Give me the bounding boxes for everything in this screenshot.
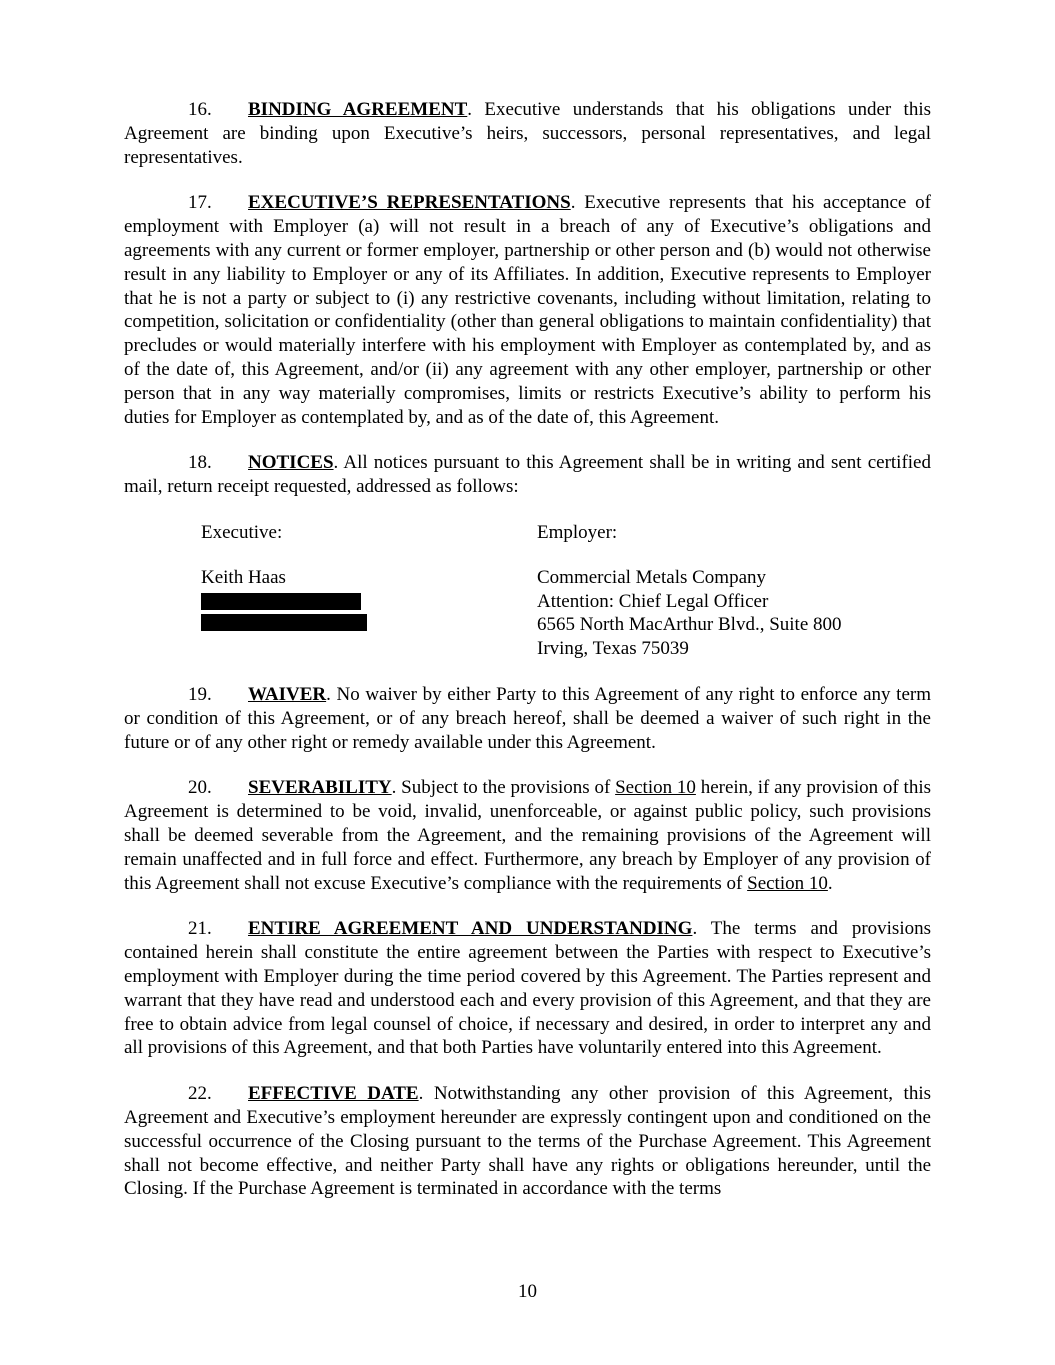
section-heading: WAIVER: [248, 683, 327, 705]
section-21: [124, 917, 931, 1060]
section-number: 18.: [188, 452, 212, 474]
section-text: herein, if any provision of this Agreement is determined to be void, invalid, unenforceable, or against public policy, such provisions shall be deemed severable from the Agreement, and the remaining provisions of the Agreement will remain unaffected and in full force and effect. Furthermore, any breach by Employer of any provision of this Agreement shall not excuse Executive’s compliance with the requirements of: [124, 777, 931, 894]
section-heading: SEVERABILITY: [248, 777, 392, 799]
section-number: 17.: [188, 192, 212, 214]
executive-label: Executive:: [201, 521, 283, 543]
section-text: . No waiver by either Party to this Agreement of any right to enforce any term or condition of this Agreement, or of any breach hereof, shall be deemed a waiver of such right in the future or of any other right or remedy available under this Agreement.: [124, 683, 931, 753]
section-text: . The terms and provisions contained herein shall constitute the entire agreement between the Parties with respect to Executive’s employment with Employer during the time period covered by this Agreement. The Parties represent and warrant that they have read and understood each and every provision of this Agreement, and that they are free to obtain advice from legal counsel of choice, if necessary and desired, in order to interpret any and all provisions of this Agreement, and that both Parties have voluntarily entered into this Agreement.: [124, 918, 931, 1059]
employer-attention: Attention: Chief Legal Officer: [537, 590, 769, 612]
section-text: .: [827, 872, 833, 894]
employer-street: 6565 North MacArthur Blvd., Suite 800: [537, 614, 842, 636]
document-page: [124, 98, 931, 1223]
section-reference: Section 10: [747, 872, 828, 894]
section-heading: NOTICES: [248, 452, 334, 474]
section-heading: ENTIRE AGREEMENT AND UNDERSTANDING: [248, 918, 693, 940]
section-text: . Subject to the provisions of: [391, 777, 616, 799]
section-text: . Executive understands that his obligations under this Agreement are binding upon Executive’s heirs, successors, personal representatives, and legal representatives.: [124, 99, 932, 168]
employer-city: Irving, Texas 75039: [537, 638, 689, 660]
section-16: [124, 98, 931, 169]
section-17: [124, 191, 931, 429]
section-number: 16.: [188, 99, 212, 120]
section-text: . Notwithstanding any other provision of this Agreement, this Agreement and Executive’s employment hereunder are expressly contingent upon and conditioned on the successful occurrence of the Closing pursuant to the terms of the Purchase Agreement. This Agreement shall not become effective, and neither Party shall have any rights or obligations hereunder, until the Closing. If the Purchase Agreement is terminated in accordance with the terms: [124, 1083, 931, 1200]
section-heading: EXECUTIVE’S REPRESENTATIONS: [248, 192, 571, 214]
section-number: 20.: [188, 777, 212, 799]
employer-company: Commercial Metals Company: [537, 566, 767, 588]
section-number: 19.: [188, 683, 212, 705]
section-19: [124, 683, 931, 754]
section-heading: BINDING AGREEMENT: [248, 99, 468, 120]
section-text: . Executive represents that his acceptance of employment with Employer (a) will not result in a breach of any of Executive’s obligations and agreements with any current or former employer, partnership or other person and (b) would not otherwise result in any liability to Employer or any of its Affiliates. In addition, Executive represents to Employer that he is not a party or subject to (i) any restrictive covenants, including without limitation, relating to competition, solicitation or confidentiality (other than general obligations to maintain confidentiality) that precludes or would materially interfere with his employment with Employer as contemplated by, and as of the date of, this Agreement, and/or (ii) any agreement with any other employer, partnership or other person that in any way materially compromises, limits or restricts Executive’s ability to perform his duties for Employer as contemplated by, and as of the date of, this Agreement.: [124, 192, 931, 428]
employer-address: [537, 521, 842, 661]
redaction-bar: [201, 614, 367, 631]
executive-address: [201, 521, 367, 635]
page-number: 10: [518, 1281, 537, 1302]
section-text: . All notices pursuant to this Agreement shall be in writing and sent certified mail, return receipt requested, addressed as follows:: [124, 452, 931, 498]
section-heading: EFFECTIVE DATE: [248, 1083, 419, 1105]
employer-label: Employer:: [537, 521, 618, 543]
section-20: [124, 776, 931, 895]
executive-name: Keith Haas: [201, 566, 286, 588]
section-number: 22.: [188, 1083, 212, 1105]
notice-addresses: [124, 521, 931, 661]
section-reference: Section 10: [615, 777, 696, 799]
section-22: [124, 1082, 931, 1201]
section-number: 21.: [188, 918, 212, 940]
redaction-bar: [201, 593, 361, 610]
section-18: [124, 451, 931, 499]
